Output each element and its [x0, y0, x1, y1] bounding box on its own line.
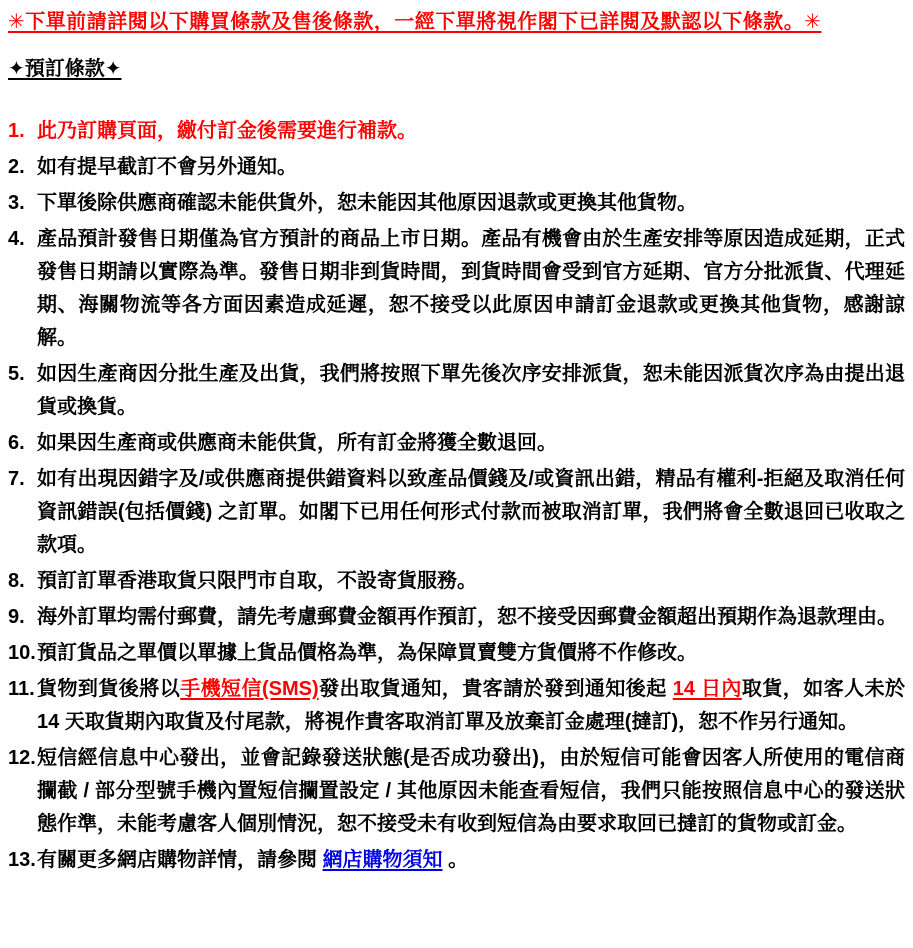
term-item	[8, 463, 905, 562]
term-text: 如有提早截訂不會另外通知。	[37, 156, 297, 178]
term-item	[8, 115, 905, 148]
term-text: 貨物到貨後將以	[37, 678, 181, 700]
term-item	[8, 637, 905, 670]
term-number: 5.	[8, 363, 25, 385]
term-text: 海外訂單均需付郵費，請先考慮郵費金額再作預訂，恕不接受因郵費金額超出預期作為退款理由。	[37, 606, 897, 628]
term-text: 此乃訂購頁面，繳付訂金後需要進行補款。	[37, 120, 417, 142]
term-item	[8, 151, 905, 184]
term-item	[8, 844, 905, 877]
term-text: 如有出現因錯字及/或供應商提供錯資料以致產品價錢及/或資訊出錯，精品有權利-拒絕及取消任何資訊錯誤(包括價錢) 之訂單。如閣下已用任何形式付款而被取消訂單，我們將會全數退回已收取之款項。	[37, 468, 905, 556]
term-text: 產品預計發售日期僅為官方預計的商品上市日期。產品有機會由於生產安排等原因造成延期，正式發售日期請以實際為準。發售日期非到貨時間，到貨時間會受到官方延期、官方分批派貨、代理延期、海關物流等各方面因素造成延遲，恕不接受以此原因申請訂金退款或更換其他貨物，感謝諒解。	[37, 228, 905, 349]
terms-list	[8, 115, 905, 877]
term-number: 9.	[8, 606, 25, 628]
section-title-row	[8, 56, 905, 99]
term-number: 3.	[8, 192, 25, 214]
header-warning: ✳︎下單前請詳閱以下購買條款及售後條款，一經下單將視作閣下已詳閱及默認以下條款。✳︎	[8, 11, 822, 33]
term-item	[8, 427, 905, 460]
term-text: 下單後除供應商確認未能供貨外，恕未能因其他原因退款或更換其他貨物。	[37, 192, 697, 214]
term-item	[8, 601, 905, 634]
term-text: 如果因生產商或供應商未能供貨，所有訂金將獲全數退回。	[37, 432, 557, 454]
term-text: 發出取貨通知，貴客請於發到通知後起	[318, 678, 673, 700]
term-number: 12.	[8, 747, 36, 769]
term-text: 短信經信息中心發出，並會記錄發送狀態(是否成功發出)，由於短信可能會因客人所使用的電信商攔截 / 部分型號手機內置短信攔置設定 / 其他原因未能查看短信，我們只能按照信息中心的發送狀態作準，未能考慮客人個別情況，恕不接受未有收到短信為由要求取回已撻訂的貨物或訂金。	[37, 747, 905, 835]
term-text: 如因生產商因分批生產及出貨，我們將按照下單先後次序安排派貨，恕未能因派貨次序為由提出退貨或換貨。	[37, 363, 905, 418]
term-item	[8, 673, 905, 739]
term-number: 4.	[8, 228, 25, 250]
term-number: 10.	[8, 642, 36, 664]
term-number: 7.	[8, 468, 25, 490]
section-title: ✦預訂條款✦	[8, 58, 122, 80]
pickup-deadline-highlight: 14 日內	[672, 678, 742, 700]
term-text: 預訂貨品之單價以單據上貨品價格為準，為保障買賣雙方貨價將不作修改。	[37, 642, 697, 664]
term-number: 6.	[8, 432, 25, 454]
term-number: 8.	[8, 570, 25, 592]
term-item	[8, 223, 905, 355]
sms-notice-highlight: 手機短信(SMS)	[180, 678, 319, 700]
term-item	[8, 742, 905, 841]
term-number: 11.	[8, 678, 35, 700]
term-text: 。	[442, 849, 469, 871]
term-item	[8, 565, 905, 598]
term-text: 有關更多網店購物詳情，請參閱	[37, 849, 323, 871]
term-number: 1.	[8, 120, 25, 142]
term-text: 取貨，如客人未於 14 天取貨期內取貨及付尾款，將視作貴客取消訂單及放棄訂金處理(撻訂)，恕不作另行通知。	[37, 678, 906, 733]
term-number: 2.	[8, 156, 25, 178]
term-item	[8, 358, 905, 424]
term-item	[8, 187, 905, 220]
term-text: 預訂訂單香港取貨只限門市自取，不設寄貨服務。	[37, 570, 477, 592]
store-shopping-guide-link[interactable]: 網店購物須知	[322, 849, 443, 871]
term-number: 13.	[8, 849, 36, 871]
